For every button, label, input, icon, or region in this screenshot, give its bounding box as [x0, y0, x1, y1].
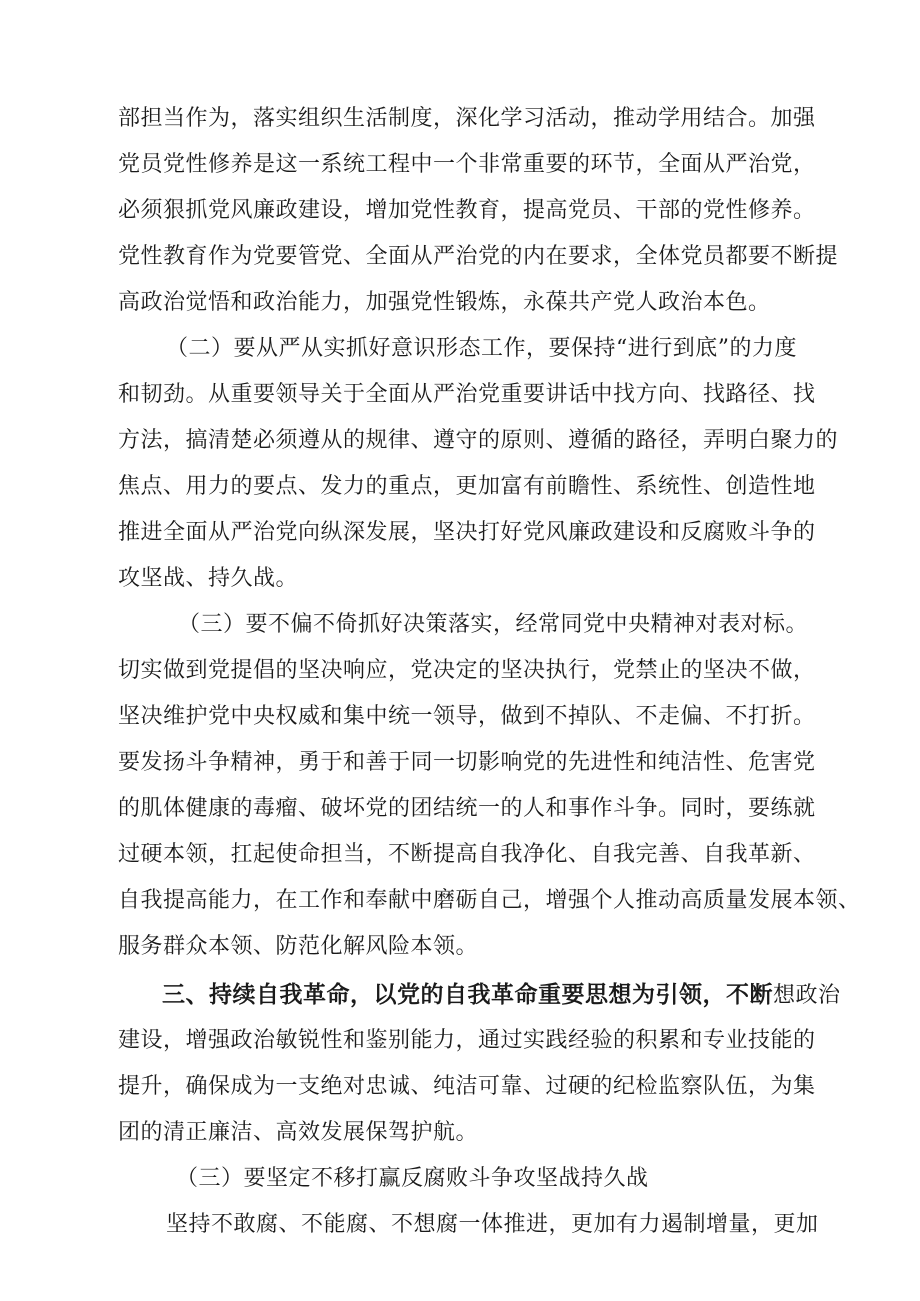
body-line-2: 党员党性修养是这一系统工程中一个非常重要的环节，全面从严治党， [118, 152, 816, 177]
body-line-21: 建设，增强政治敏锐性和鉴别能力，通过实践经验的积累和专业技能的 [118, 1028, 816, 1053]
subsection-heading: （三）要坚定不移打赢反腐败斗争攻坚战持久战 [176, 1166, 649, 1191]
body-line-25: 坚持不敢腐、不能腐、不想腐一体推进，更加有力遏制增量，更加 [166, 1212, 819, 1237]
section-heading-bold: 三、持续自我革命，以党的自我革命重要思想为引领，不断 [162, 982, 773, 1008]
section-heading [162, 980, 841, 1011]
body-line-16: 的肌体健康的毒瘤、破坏党的团结统一的人和事作斗争。同时，要练就 [118, 796, 816, 821]
body-line-14: 坚决维护党中央权威和集中统一领导，做到不掉队、不走偏、不打折。 [118, 704, 816, 729]
body-line-13: 切实做到党提倡的坚决响应，党决定的坚决执行，党禁止的坚决不做， [118, 658, 816, 683]
body-line-5: 高政治觉悟和政治能力，加强党性锻炼，永葆共产党人政治本色。 [118, 290, 771, 315]
section-2-first-line: （二）要从严从实抓好意识形态工作，要保持“进行到底”的力度 [166, 336, 797, 361]
body-line-7: 和韧劲。从重要领导关于全面从严治党重要讲话中找方向、找路径、找 [118, 382, 816, 407]
body-line-17: 过硬本领，扛起使命担当，不断提高自我净化、自我完善、自我革新、 [118, 842, 816, 867]
body-line-4: 党性教育作为党要管党、全面从严治党的内在要求，全体党员都要不断提 [118, 244, 839, 269]
section-3-first-line: （三）要不偏不倚抓好决策落实，经常同党中央精神对表对标。 [178, 612, 809, 637]
body-line-11: 攻坚战、持久战。 [118, 566, 299, 591]
body-line-22: 提升，确保成为一支绝对忠诚、纯洁可靠、过硬的纪检监察队伍，为集 [118, 1074, 816, 1099]
body-line-8: 方法，搞清楚必须遵从的规律、遵守的原则、遵循的路径，弄明白聚力的 [118, 428, 839, 453]
body-line-19: 服务群众本领、防范化解风险本领。 [118, 934, 479, 959]
body-line-15: 要发扬斗争精神，勇于和善于同一切影响党的先进性和纯洁性、危害党 [118, 750, 816, 775]
body-line-1: 部担当作为，落实组织生活制度，深化学习活动，推动学用结合。加强 [118, 106, 816, 131]
body-line-18: 自我提高能力，在工作和奉献中磨砺自己，增强个人推动高质量发展本领、 [118, 888, 861, 913]
body-line-3: 必须狠抓党风廉政建设，增加党性教育，提高党员、干部的党性修养。 [118, 198, 816, 223]
section-heading-tail: 想政治 [773, 983, 841, 1008]
body-line-23: 团的清正廉洁、高效发展保驾护航。 [118, 1120, 479, 1145]
body-line-9: 焦点、用力的要点、发力的重点，更加富有前瞻性、系统性、创造性地 [118, 474, 816, 499]
body-line-10: 推进全面从严治党向纵深发展，坚决打好党风廉政建设和反腐败斗争的 [118, 520, 816, 545]
